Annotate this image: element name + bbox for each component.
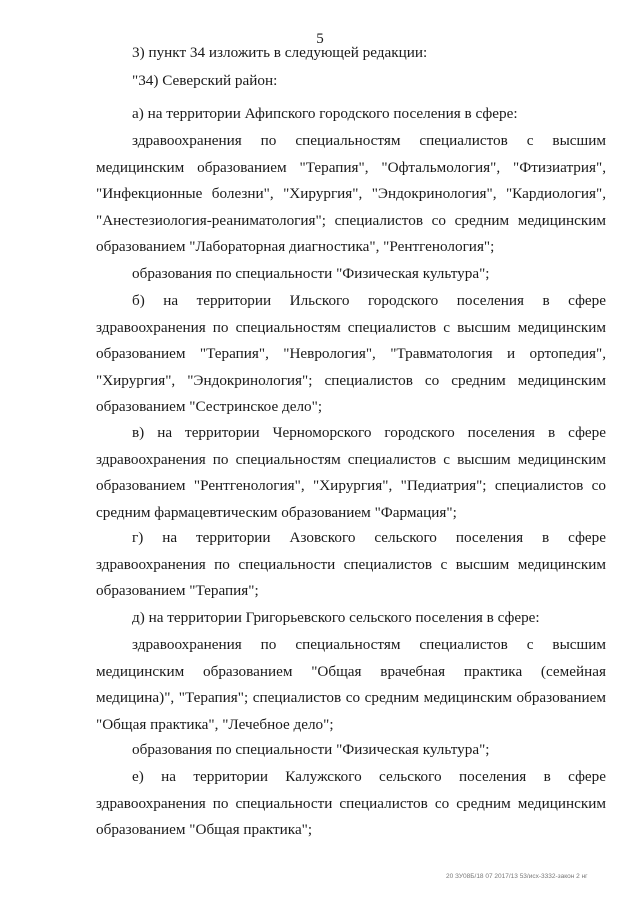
paragraph-b-ilsky: б) на территории Ильского городского поселения в сфере здравоохранения по специальностям специалистов с высшим медицинским образованием "Терапия", "Неврология", "Травматология и ортопедия", "Хирургия", "Эндокринология"; специалистов со средним медицинским образованием "Сестринское дело"; bbox=[96, 292, 606, 416]
footer-stamp: 20 ЗУ08Б/18 07 2017/13 53/исх-3332-закон 2 нг bbox=[446, 873, 588, 880]
paragraph-d-grigoryevsky: д) на территории Григорьевского сельского поселения в сфере: bbox=[132, 609, 540, 626]
paragraph-a-healthcare: здравоохранения по специальностям специалистов с высшим медицинским образованием "Терапия", "Офтальмология", "Фтизиатрия", "Инфекционные болезни", "Хирургия", "Эндокринология", "Кардиология", "Анестезиология-реаниматология"; специалистов со средним медицинским образованием "Лабораторная диагностика", "Рентгенология"; bbox=[96, 132, 606, 256]
paragraph-item-3-intro: 3) пункт 34 изложить в следующей редакции: bbox=[132, 44, 428, 61]
paragraph-e-kaluzhsky: е) на территории Калужского сельского поселения в сфере здравоохранения по специальности специалистов со средним медицинским образованием "Общая практика"; bbox=[96, 768, 606, 839]
paragraph-g-azovsky: г) на территории Азовского сельского поселения в сфере здравоохранения по специальности специалистов с высшим медицинским образованием "Терапия"; bbox=[96, 529, 606, 600]
page-number: 5 bbox=[316, 31, 324, 47]
paragraph-a-afipsky: а) на территории Афипского городского поселения в сфере: bbox=[132, 105, 518, 122]
paragraph-v-chernomorsky: в) на территории Черноморского городского поселения в сфере здравоохранения по специальностям специалистов с высшим медицинским образованием "Рентгенология", "Хирургия", "Педиатрия"; специалистов со средним фармацевтическим образованием "Фармация"; bbox=[96, 424, 606, 521]
paragraph-district-heading: "34) Северский район: bbox=[132, 72, 278, 89]
paragraph-d-education: образования по специальности "Физическая культура"; bbox=[132, 741, 490, 758]
paragraph-a-education: образования по специальности "Физическая культура"; bbox=[132, 265, 490, 282]
paragraph-d-healthcare: здравоохранения по специальностям специалистов с высшим медицинским образованием "Общая врачебная практика (семейная медицина)", "Терапия"; специалистов со средним медицинским образованием "Общая практика", "Лечебное дело"; bbox=[96, 636, 606, 733]
